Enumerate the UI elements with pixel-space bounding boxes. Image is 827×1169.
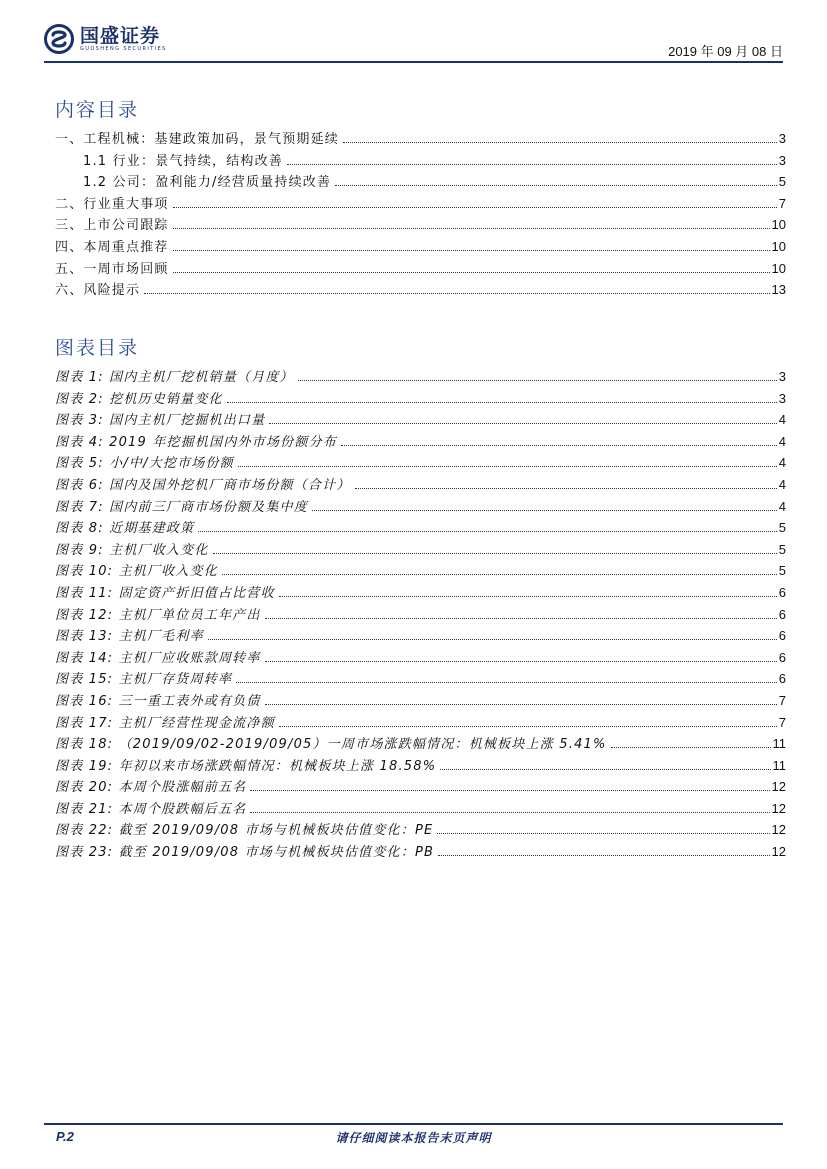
- page-number: P.2: [56, 1129, 74, 1144]
- toc-entry[interactable]: [55, 755, 786, 777]
- toc-entry-page: 11: [772, 757, 786, 773]
- toc-leader-dots: [208, 638, 777, 640]
- toc-entry-page: 12: [771, 800, 786, 816]
- toc-entry-label: 五、一周市场回顾: [55, 261, 169, 277]
- toc-leader-dots: [343, 141, 777, 143]
- toc-entry-page: 5: [778, 520, 786, 536]
- figures-title: 图表目录: [55, 337, 140, 359]
- toc-entry-label: 三、上市公司跟踪: [55, 218, 169, 234]
- toc-entry[interactable]: [55, 798, 786, 820]
- toc-entry-label: 图表 9: 主机厂收入变化: [55, 542, 209, 558]
- toc-entry-page: 6: [778, 584, 786, 600]
- toc-entry-label: 图表 4: 2019 年挖掘机国内外市场份额分布: [55, 434, 337, 450]
- toc-leader-dots: [341, 444, 777, 446]
- toc-leader-dots: [312, 509, 777, 511]
- toc-leader-dots: [227, 401, 777, 403]
- toc-entry-page: 4: [778, 412, 786, 428]
- toc-leader-dots: [198, 530, 776, 532]
- toc-leader-dots: [236, 681, 777, 683]
- toc-leader-dots: [355, 487, 777, 489]
- toc-entry-label: 图表 6: 国内及国外挖机厂商市场份额（合计）: [55, 477, 351, 493]
- footer-divider: [44, 1123, 783, 1125]
- contents-list: [55, 128, 786, 301]
- toc-entry[interactable]: [55, 668, 786, 690]
- footer-disclaimer: 请仔细阅读本报告末页声明: [335, 1131, 492, 1145]
- toc-entry[interactable]: [55, 193, 786, 215]
- toc-entry-page: 4: [778, 498, 786, 514]
- toc-entry-page: 7: [778, 714, 786, 730]
- toc-entry[interactable]: [55, 150, 786, 172]
- toc-leader-dots: [250, 811, 769, 813]
- toc-entry-label: 1.2 公司：盈利能力/经营质量持续改善: [83, 175, 332, 191]
- company-logo: [44, 24, 167, 54]
- toc-entry-label: 图表 14: 主机厂应收账款周转率: [55, 650, 261, 666]
- toc-entry-label: 图表 16: 三一重工表外或有负债: [55, 693, 261, 709]
- toc-leader-dots: [265, 703, 777, 705]
- contents-title: 内容目录: [55, 99, 140, 121]
- toc-leader-dots: [222, 573, 777, 575]
- toc-entry-page: 13: [771, 282, 786, 298]
- toc-entry-label: 二、行业重大事项: [55, 196, 169, 212]
- toc-entry-label: 1.1 行业：景气持续，结构改善: [83, 153, 284, 169]
- company-name-en: GUOSHENG SECURITIES: [80, 45, 167, 52]
- toc-entry-label: 图表 18: （2019/09/02-2019/09/05）一周市场涨跌幅情况：机械板块上涨 5.41%: [55, 737, 607, 753]
- toc-entry-page: 12: [771, 844, 786, 860]
- toc-entry[interactable]: [55, 431, 786, 453]
- toc-leader-dots: [279, 725, 777, 727]
- toc-entry-page: 10: [771, 238, 786, 254]
- toc-entry[interactable]: [55, 560, 786, 582]
- toc-entry-label: 图表 12: 主机厂单位员工年产出: [55, 607, 261, 623]
- toc-entry-page: 11: [772, 736, 786, 752]
- toc-entry-page: 10: [771, 260, 786, 276]
- toc-entry-page: 4: [778, 476, 786, 492]
- toc-entry-label: 图表 22: 截至 2019/09/08 市场与机械板块估值变化：PE: [55, 823, 434, 839]
- toc-entry-page: 6: [778, 628, 786, 644]
- toc-entry[interactable]: [55, 388, 786, 410]
- toc-entry-page: 3: [778, 390, 786, 406]
- toc-leader-dots: [438, 854, 769, 856]
- toc-entry-label: 图表 5: 小/中/大挖市场份额: [55, 456, 234, 472]
- toc-leader-dots: [279, 595, 777, 597]
- toc-entry-label: 一、工程机械：基建政策加码，景气预期延续: [55, 132, 340, 147]
- toc-entry[interactable]: [55, 452, 786, 474]
- toc-entry-page: 12: [771, 822, 786, 838]
- toc-entry-page: 6: [778, 671, 786, 687]
- toc-leader-dots: [269, 422, 776, 424]
- toc-entry[interactable]: [55, 214, 786, 236]
- toc-leader-dots: [265, 617, 777, 619]
- toc-leader-dots: [173, 206, 777, 208]
- toc-entry-page: 5: [778, 174, 786, 190]
- page-header: [0, 0, 827, 70]
- toc-entry[interactable]: [55, 279, 786, 301]
- toc-leader-dots: [440, 768, 770, 770]
- toc-entry-page: 6: [778, 606, 786, 622]
- toc-leader-dots: [437, 832, 769, 834]
- toc-entry-page: 7: [778, 692, 786, 708]
- toc-entry-label: 图表 23: 截至 2019/09/08 市场与机械板块估值变化：PB: [55, 845, 435, 861]
- toc-entry[interactable]: [55, 171, 786, 193]
- toc-entry[interactable]: [55, 712, 786, 734]
- toc-entry[interactable]: [55, 690, 786, 712]
- toc-leader-dots: [250, 789, 769, 791]
- toc-entry-label: 图表 20: 本周个股涨幅前五名: [55, 780, 247, 796]
- toc-entry[interactable]: [55, 625, 786, 647]
- toc-entry-label: 图表 7: 国内前三厂商市场份额及集中度: [55, 499, 308, 515]
- toc-leader-dots: [238, 465, 777, 467]
- toc-entry-label: 图表 19: 年初以来市场涨跌幅情况：机械板块上涨 18.58%: [55, 758, 437, 774]
- report-date: 2019 年 09 月 08 日: [668, 44, 783, 59]
- toc-leader-dots: [265, 660, 777, 662]
- toc-entry-label: 图表 2: 挖机历史销量变化: [55, 391, 223, 407]
- header-divider: [44, 61, 783, 63]
- toc-leader-dots: [173, 271, 770, 273]
- toc-entry[interactable]: [55, 517, 786, 539]
- toc-entry[interactable]: [55, 409, 786, 431]
- toc-entry-page: 12: [771, 779, 786, 795]
- toc-entry-page: 3: [778, 369, 786, 384]
- toc-entry[interactable]: [55, 647, 786, 669]
- toc-leader-dots: [611, 746, 771, 748]
- toc-entry-label: 图表 21: 本周个股跌幅后五名: [55, 801, 247, 817]
- toc-entry[interactable]: [55, 604, 786, 626]
- toc-entry-label: 图表 15: 主机厂存货周转率: [55, 672, 233, 688]
- toc-entry-page: 4: [778, 433, 786, 449]
- toc-entry-label: 图表 8: 近期基建政策: [55, 521, 195, 537]
- toc-entry[interactable]: [55, 496, 786, 518]
- toc-entry-label: 图表 10: 主机厂收入变化: [55, 564, 218, 580]
- company-name: 国盛证券: [80, 24, 161, 47]
- toc-entry-label: 图表 3: 国内主机厂挖掘机出口量: [55, 413, 266, 429]
- toc-entry[interactable]: [55, 258, 786, 280]
- toc-leader-dots: [173, 249, 770, 251]
- toc-entry-label: 六、风险提示: [55, 283, 141, 299]
- guosheng-logo-icon: [44, 24, 74, 54]
- toc-entry-page: 5: [778, 541, 786, 557]
- toc-entry-page: 5: [778, 563, 786, 579]
- toc-leader-dots: [173, 227, 770, 229]
- toc-entry-page: 3: [778, 152, 786, 168]
- toc-entry[interactable]: [55, 776, 786, 798]
- toc-entry-page: 6: [778, 649, 786, 665]
- toc-entry-label: 图表 1: 国内主机厂挖机销量（月度）: [55, 370, 294, 385]
- toc-entry-label: 图表 11: 固定资产折旧值占比营收: [55, 585, 275, 601]
- toc-entry-page: 7: [778, 195, 786, 211]
- toc-entry-page: 10: [771, 217, 786, 233]
- toc-leader-dots: [287, 163, 777, 165]
- toc-leader-dots: [144, 292, 769, 294]
- toc-entry-page: 3: [778, 131, 786, 146]
- toc-entry-label: 图表 13: 主机厂毛利率: [55, 629, 204, 645]
- toc-entry[interactable]: [55, 733, 786, 755]
- toc-entry[interactable]: [55, 128, 786, 150]
- toc-entry-page: 4: [778, 455, 786, 471]
- toc-entry[interactable]: [55, 474, 786, 496]
- figures-list: [55, 366, 786, 863]
- toc-entry[interactable]: [55, 236, 786, 258]
- toc-entry[interactable]: [55, 841, 786, 863]
- toc-entry-label: 图表 17: 主机厂经营性现金流净额: [55, 715, 275, 731]
- toc-leader-dots: [298, 379, 777, 381]
- toc-entry[interactable]: [55, 539, 786, 561]
- toc-entry-label: 四、本周重点推荐: [55, 239, 169, 255]
- toc-entry[interactable]: [55, 582, 786, 604]
- toc-entry[interactable]: [55, 366, 786, 388]
- toc-entry[interactable]: [55, 819, 786, 841]
- toc-leader-dots: [335, 184, 777, 186]
- toc-leader-dots: [213, 552, 777, 554]
